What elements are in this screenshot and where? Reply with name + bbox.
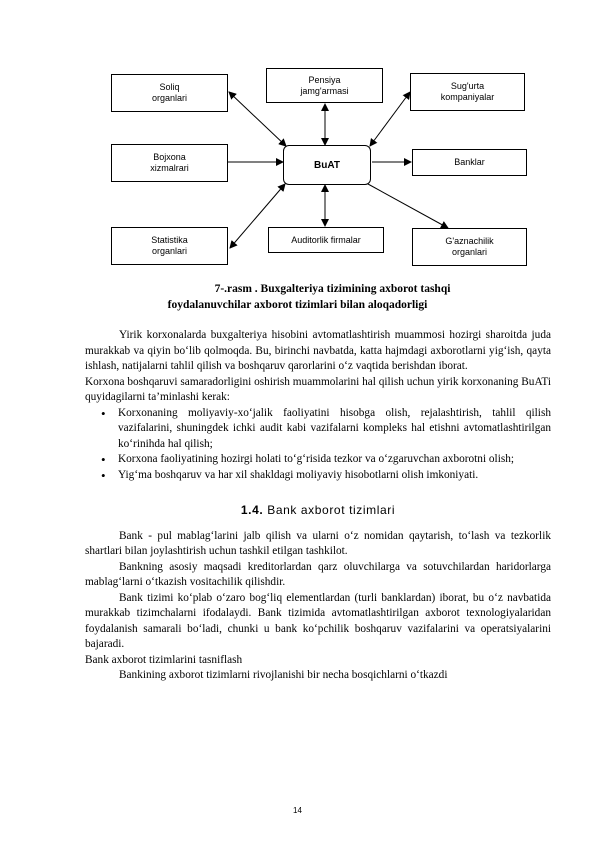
page-number: 14 [293,806,302,815]
section-title: Bank axborot tizimlari [267,503,396,517]
bullet-item: • Korxonaning moliyaviy-xo‘jalik faoliyatini hisobga olish, rejalashtirish, tahlil qilish vazifalarini, shuningdek ichki audit kabi vazifalarni kompleks hal etishni avtomatlashtirilgan ko‘rinihda hal qilish; [85,406,551,453]
paragraph: Bank tizimi ko‘plab o‘zaro bog‘liq elementlardan (turli banklardan) iborat, bu o‘z navbatida murakkab tizimchalarni ifodalaydi. Bank tizimida avtomatlashtirilgan axborot texnologiyalaridan foydalanish samarali bo‘ladi, chunki u bank ko‘pchilik boshqaruv vazifalarini va operatsiyalarini bajaradi. [85,591,551,650]
box-gaznachilik: G'aznachilik organlari [412,228,527,266]
box-auditorlik: Auditorlik firmalar [268,227,384,253]
bullet-item: • Yig‘ma boshqaruv va har xil shakldagi moliyaviy hisobotlarni olish imkoniyati. [85,468,551,484]
paragraph: Korxona boshqaruvi samaradorligini oshirish muammolarini hal qilish uchun yirik korxonaning BuATi quyidagilarni ta’minlashi kerak: [85,375,551,403]
box-buat-center: BuAT [283,145,371,185]
caption-line-1: 7-.rasm . Buxgalteriya tizimining axborot tashqi [214,283,451,295]
caption-line-2: foydalanuvchilar axborot tizimlari bilan aloqadorligi [167,299,428,311]
relationship-diagram [0,0,595,275]
box-sugurta: Sug'urta kompaniyalar [410,73,525,111]
arrow-gaznachilik [368,184,448,228]
box-bojxona: Bojxona xizmalrari [111,144,228,182]
paragraph: Yirik korxonalarda buxgalteriya hisobini avtomatlashtirish muammosi hozirgi sharoitda juda murakkab va qiyin bo‘lib qolmoqda. Bu, birinchi navbatda, katta hajmdagi axborotlarni yig‘ish, qayta ishlash, natijalarni tahlil qilish va boshqaruv qarorlarini o‘z vaqtida berishdan iborat. [85,329,551,372]
box-soliq: Soliq organlari [111,74,228,112]
paragraph: Bankining axborot tizimlarni rivojlanishi bir necha bosqichlarni o‘tkazdi [119,669,448,681]
box-pensiya: Pensiya jamg'armasi [266,68,383,103]
section-heading [85,503,551,519]
paragraph: Bankning asosiy maqsadi kreditorlardan qarz oluvchilarga va sotuvchilardan haridorlarga mablag‘larni o‘tkazish vositachilik qilishdir. [85,560,551,588]
bullet-list [85,406,551,484]
paragraph: Bank - pul mablag‘larini jalb qilish va ularni o‘z nomidan qaytarish, to‘lash va tezkorlik shartlari bilan joylashtirish uchun tashkil etilgan tashkilot. [85,529,551,557]
box-banklar: Banklar [412,149,527,176]
body-text [85,328,551,684]
figure-caption [0,281,595,313]
bullet-item: • Korxona faoliyatining hozirgi holati to‘g‘risida tezkor va o‘zgaruvchan axborotni olish; [85,452,551,468]
section-number: 1.4. [240,503,264,517]
paragraph: Bank axborot tizimlarini tasniflash [85,653,243,666]
box-statistika: Statistika organlari [111,227,228,265]
